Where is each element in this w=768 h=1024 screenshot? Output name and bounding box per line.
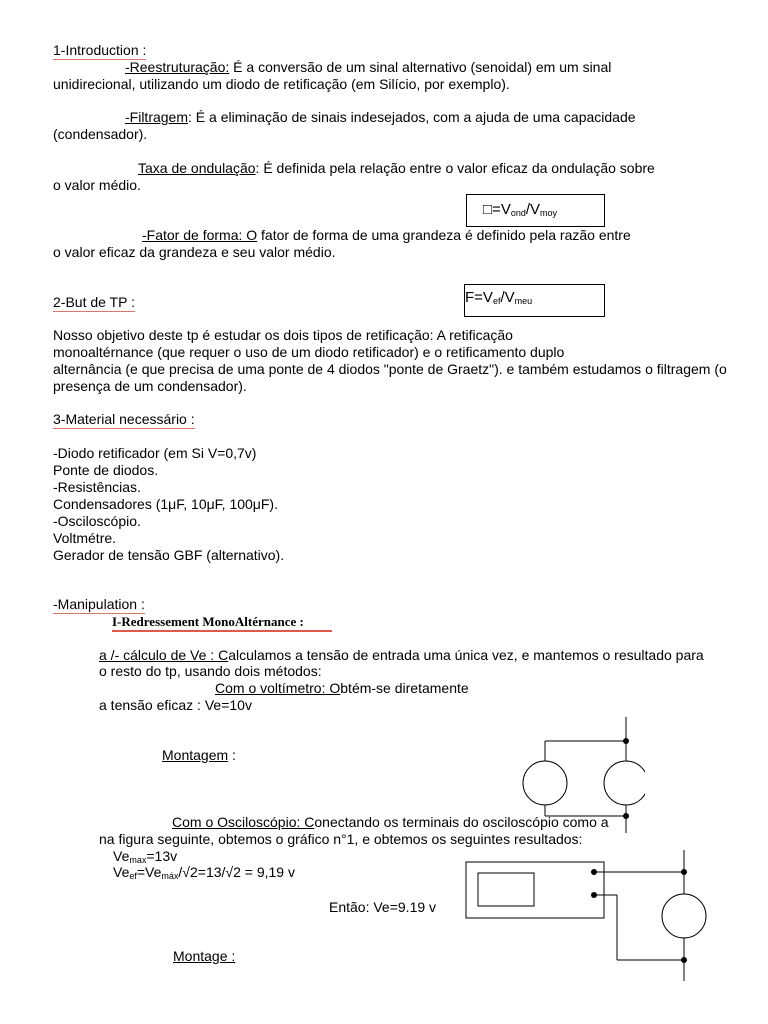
formula-ripple-mid: /V	[525, 201, 541, 218]
formula-ripple-box	[466, 194, 605, 227]
veff-sub2: máx	[161, 871, 179, 881]
but-line-3: alternância (e que precisa de uma ponte de 4 diodos "ponte de Graetz"). e também estudamos o filtragem (o	[53, 361, 727, 377]
calc-line-2: o resto do tp, usando dois métodos:	[99, 663, 322, 679]
volt-line-1	[215, 680, 469, 697]
but-line-4: presença de um condensador).	[53, 378, 247, 394]
veff-sub1: ef	[129, 871, 137, 881]
manip-subheading: I-Redressement MonoAltérnance :	[112, 613, 332, 632]
entao-line: Então: Ve=9.19 v	[329, 899, 437, 915]
formula-ripple-sub1: ond	[510, 208, 526, 218]
formula-ripple-sub2: moy	[540, 208, 558, 218]
formula-form-mid: /V	[500, 289, 515, 306]
montagem-1-colon: :	[228, 747, 236, 763]
filt-label: -Filtragem	[125, 109, 189, 125]
circuit-oscilloscope-diagram	[460, 848, 710, 983]
veff-prefix: Ve	[113, 864, 130, 880]
montage-2-label: Montage :	[173, 948, 236, 964]
fator-text: fator de forma de uma grandeza é definido pela razão entre	[257, 227, 631, 243]
formula-ripple-sym: □=V	[483, 201, 511, 218]
volt-label: Com o voltímetro: O	[215, 680, 341, 696]
osc-text: onectando os terminais do osciloscópio como a	[314, 814, 609, 830]
rect-line-2: unidirecional, utilizando um diodo de retificação (em Silício, por exemplo).	[53, 76, 510, 92]
filt-line-1	[125, 109, 636, 126]
material-item: Voltmétre.	[53, 530, 117, 546]
taxa-label: Taxa de ondulação	[138, 160, 256, 176]
formula-form-box	[464, 284, 605, 317]
formula-form-sym: F=V	[465, 289, 493, 306]
rect-text: É a conversão de um sinal alternativo (senoidal) em um sinal	[229, 59, 612, 75]
but-line-2: monoaltérnance (que requer o uso de um diodo retificador) e o retificamento duplo	[53, 344, 565, 360]
osc-line-1	[172, 814, 609, 831]
calc-line-1	[99, 647, 704, 664]
vmax-sub: max	[129, 855, 147, 865]
material-item: Gerador de tensão GBF (alternativo).	[53, 547, 285, 563]
filt-line-2: (condensador).	[53, 126, 148, 142]
formula-form-sub1: ef	[492, 296, 501, 306]
vmax-prefix: Ve	[113, 848, 130, 864]
volt-text: btém-se diretamente	[340, 680, 469, 696]
material-heading: 3-Material necessário :	[53, 411, 195, 427]
filt-text: : É a eliminação de sinais indesejados, com a ajuda de uma capacidade	[188, 109, 636, 125]
material-item: -Osciloscópio.	[53, 513, 141, 529]
taxa-line-2: o valor médio.	[53, 177, 141, 193]
fator-line-2: o valor eficaz da grandeza e seu valor médio.	[53, 244, 336, 260]
taxa-text: : É definida pela relação entre o valor eficaz da ondulação sobre	[255, 160, 655, 176]
veff-mid: =Ve	[136, 864, 162, 880]
vmax-value: =13v	[146, 848, 178, 864]
fator-label: -Fator de forma: O	[142, 227, 258, 243]
taxa-line-1	[138, 160, 655, 177]
osc-line-2: na figura seguinte, obtemos o gráfico n°1, e obtemos os seguintes resultados:	[99, 831, 583, 847]
material-item: Ponte de diodos.	[53, 462, 159, 478]
but-heading: 2-But de TP :	[53, 294, 135, 310]
material-item: -Resistências.	[53, 479, 141, 495]
material-item: Condensadores (1μF, 10μF, 100μF).	[53, 496, 278, 512]
but-line-1: Nosso objetivo deste tp é estudar os dois tipos de retificação: A retificação	[53, 327, 513, 343]
rect-line-1	[125, 59, 611, 76]
rect-label: -Reestruturação:	[125, 59, 230, 75]
osc-label: Com o Osciloscópio: C	[172, 814, 315, 830]
veff-line	[113, 864, 295, 885]
montagem-1	[162, 747, 236, 764]
manip-heading: -Manipulation :	[53, 596, 145, 612]
formula-form-sub2: meu	[514, 296, 533, 306]
veff-value: /√2=13/√2 = 9,19 v	[178, 864, 295, 880]
calc-text: alculamos a tensão de entrada uma única vez, e mantemos o resultado para	[228, 647, 704, 663]
fator-line-1	[142, 227, 631, 244]
material-item: -Diodo retificador (em Si V=0,7v)	[53, 445, 257, 461]
intro-heading: 1-Introduction :	[53, 42, 147, 58]
montagem-1-label: Montagem	[162, 747, 229, 763]
calc-label: a /- cálculo de Ve : C	[99, 647, 229, 663]
volt-line-2: a tensão eficaz : Ve=10v	[99, 697, 252, 713]
